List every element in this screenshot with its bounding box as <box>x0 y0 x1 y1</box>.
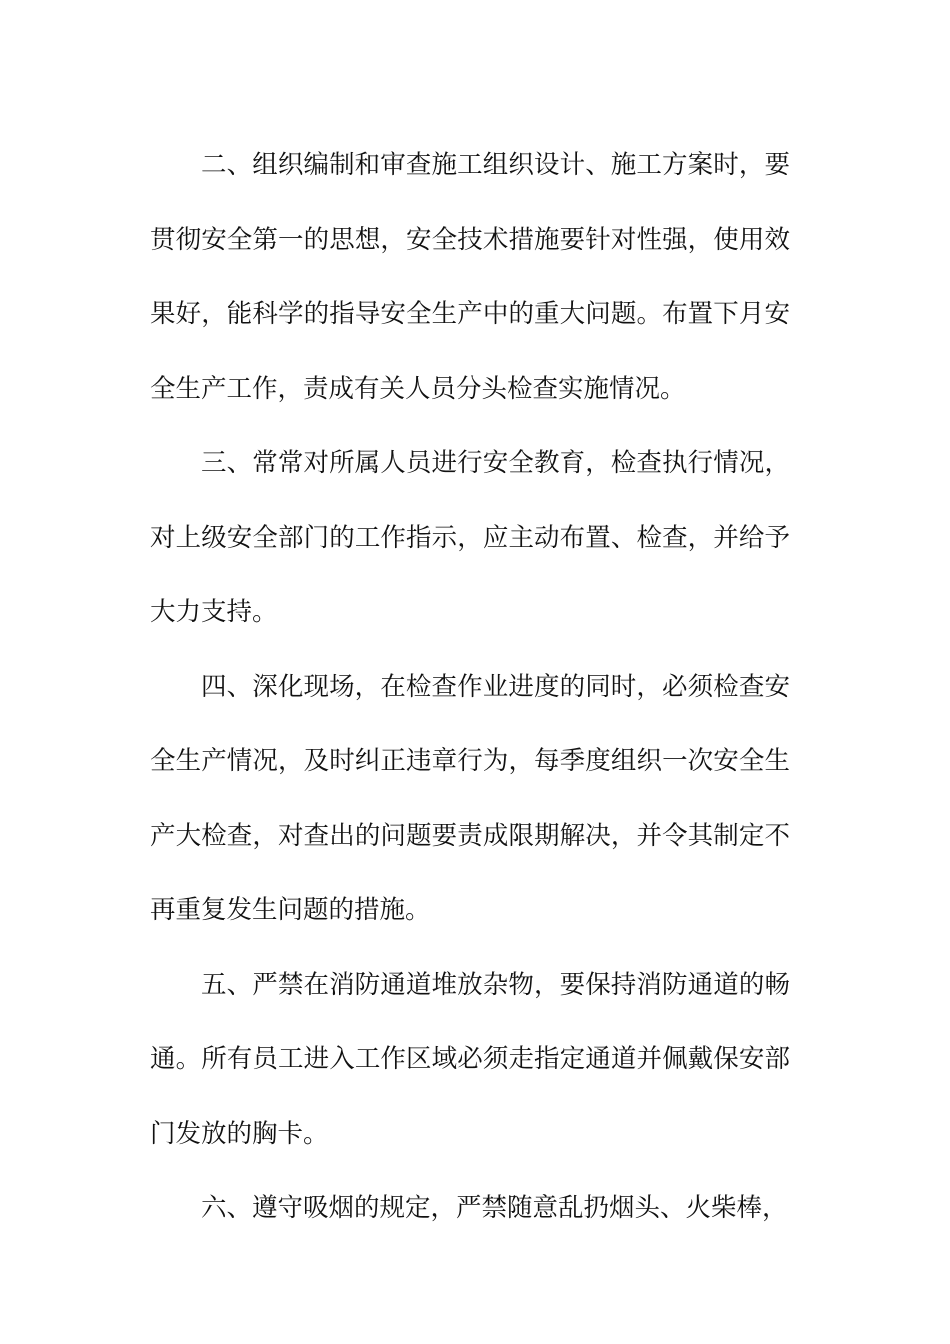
paragraph-3: 三、常常对所属人员进行安全教育，检查执行情况，对上级安全部门的工作指示，应主动布置、检查，并给予大力支持。 <box>150 448 790 627</box>
paragraph-5: 五、严禁在消防通道堆放杂物，要保持消防通道的畅通。所有员工进入工作区域必须走指定通道并佩戴保安部门发放的胸卡。 <box>150 969 790 1149</box>
paragraph-2: 二、组织编制和审查施工组织设计、施工方案时，要贯彻安全第一的思想，安全技术措施要针对性强，使用效果好，能科学的指导安全生产中的重大问题。布置下月安全生产工作，责成有关人员分头检查实施情况。 <box>150 150 790 404</box>
document-body <box>150 128 790 1246</box>
paragraph-6: 六、遵守吸烟的规定，严禁随意乱扔烟头、火柴棒， <box>201 1193 788 1223</box>
paragraph-4: 四、深化现场，在检查作业进度的同时，必须检查安全生产情况，及时纠正违章行为，每季度组织一次安全生产大检查，对查出的问题要责成限期解决，并令其制定不再重复发生问题的措施。 <box>150 671 790 925</box>
